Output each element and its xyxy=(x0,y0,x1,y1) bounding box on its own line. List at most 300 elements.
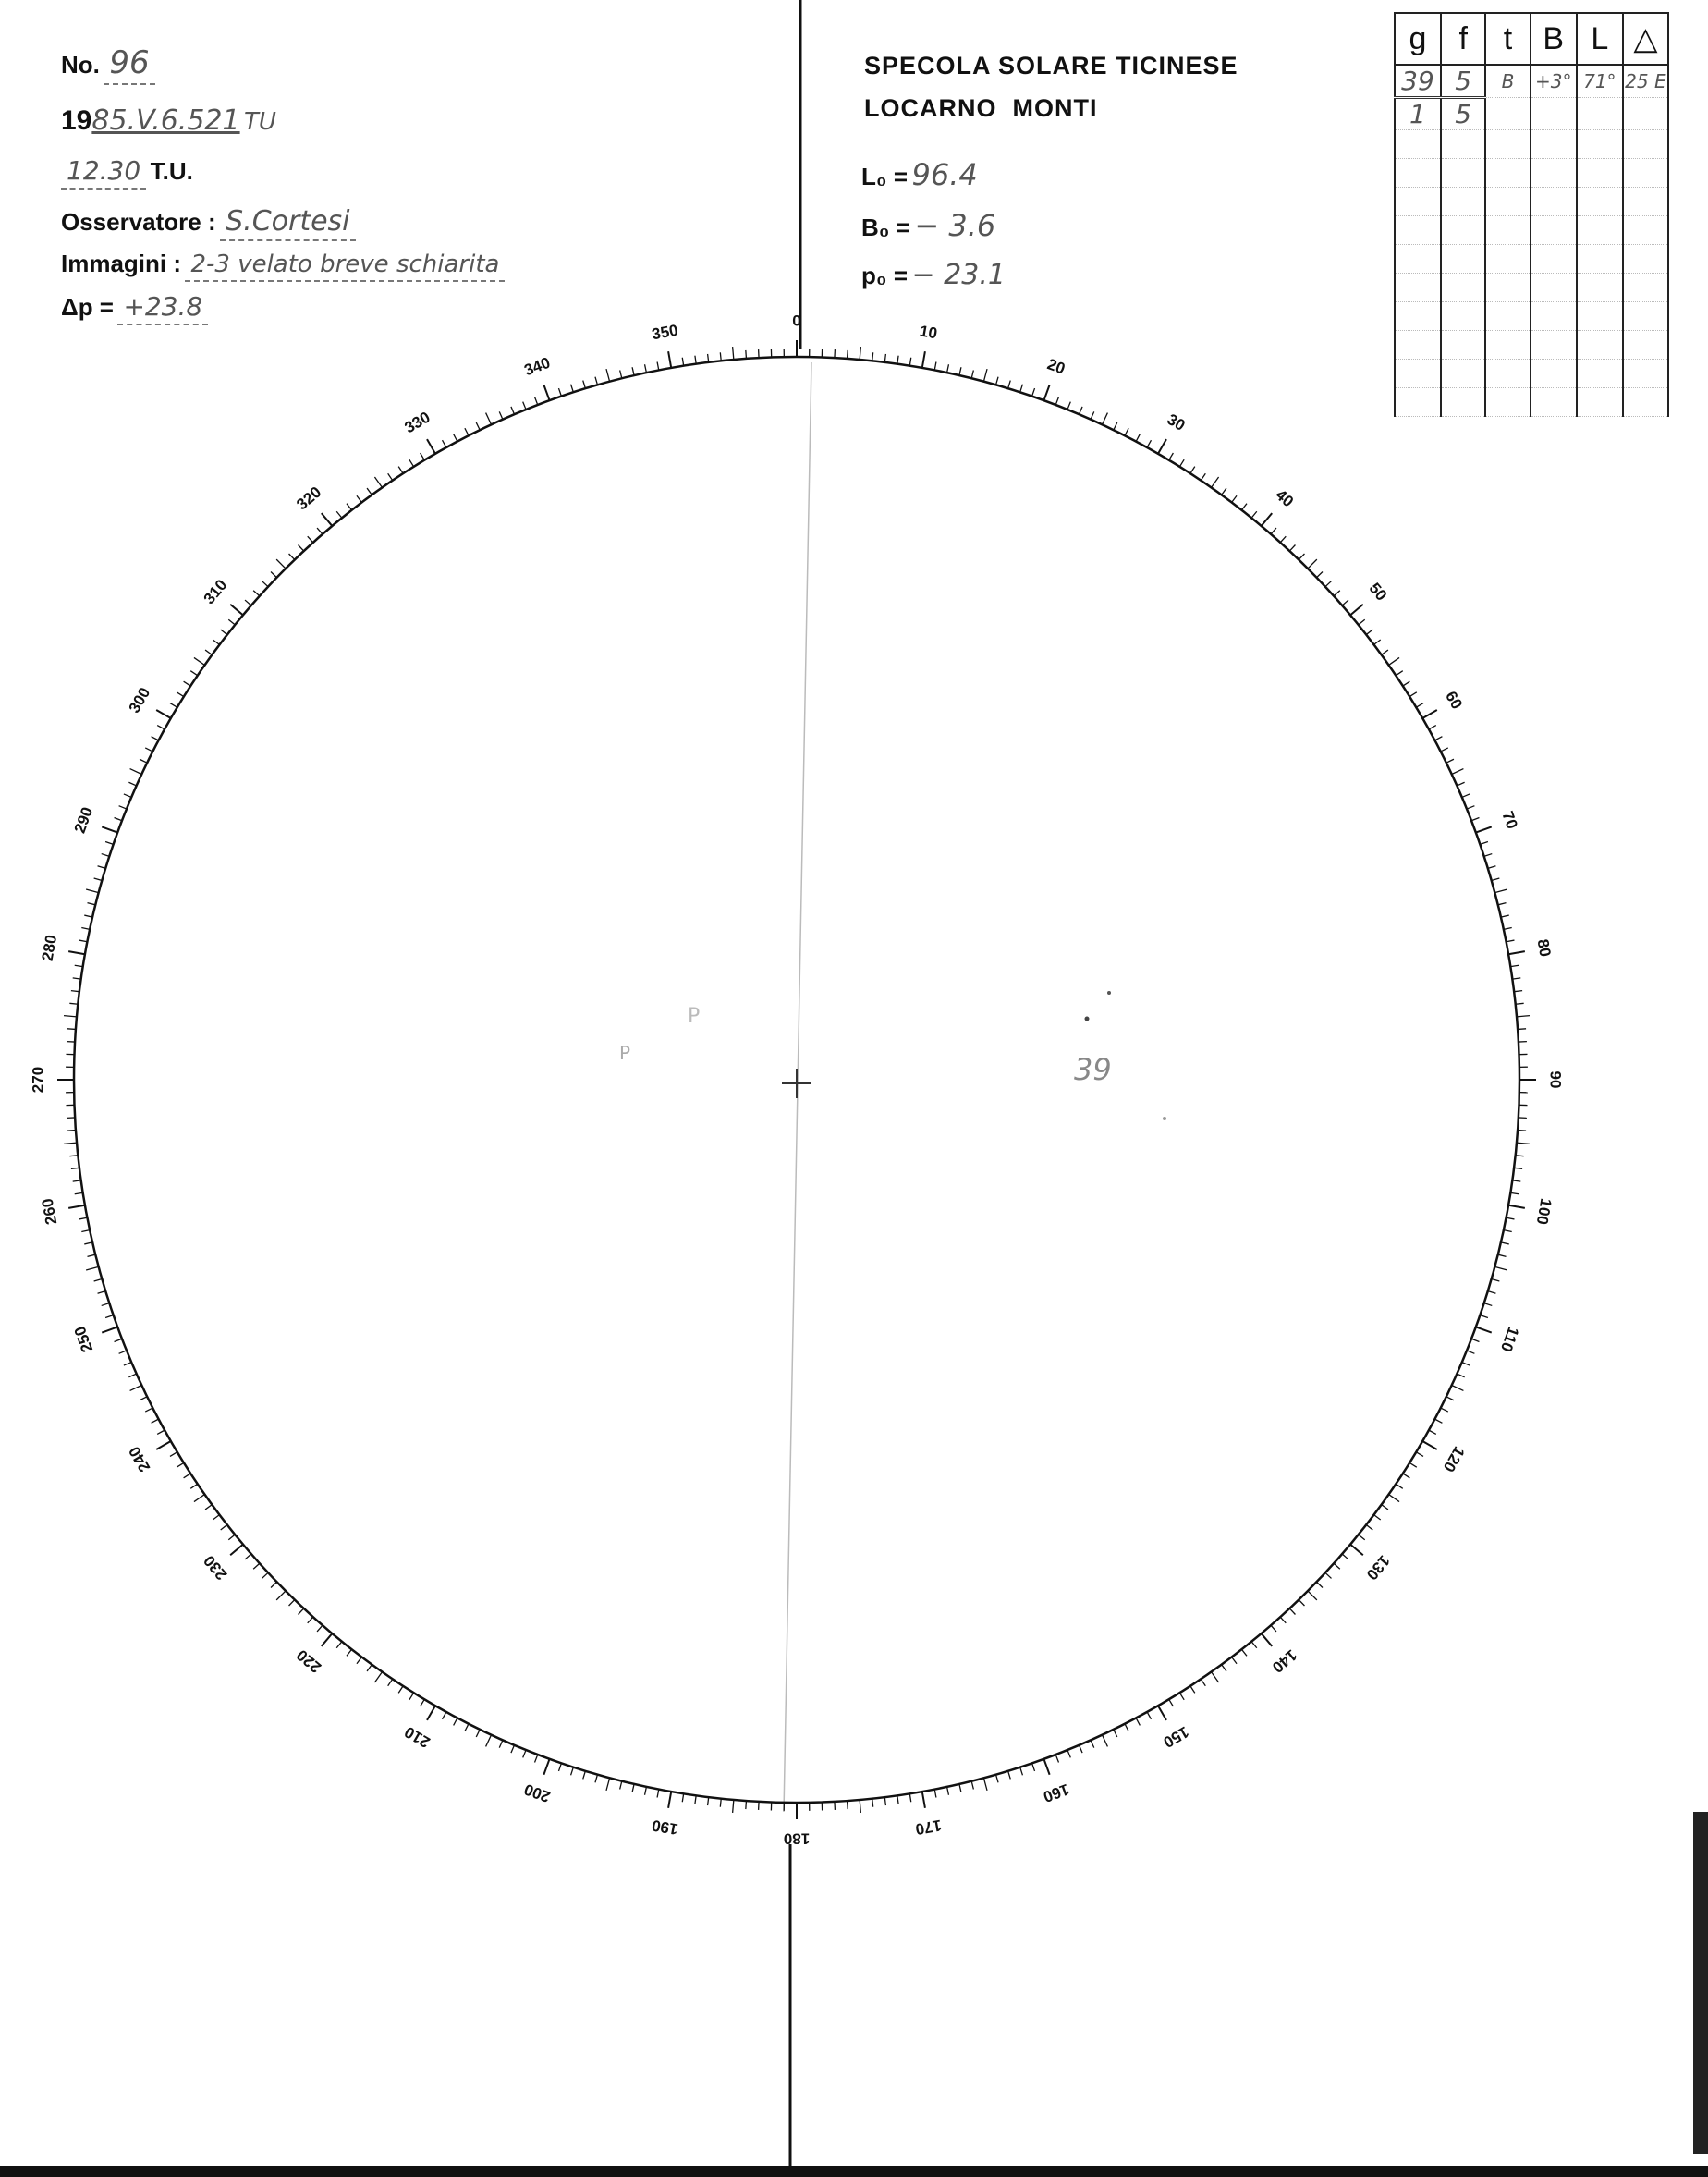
table-header: L xyxy=(1577,13,1623,65)
p0-label: p₀ = xyxy=(861,262,909,289)
degree-tick xyxy=(1317,572,1323,578)
degree-tick xyxy=(190,1484,197,1488)
degree-tick xyxy=(746,350,747,359)
degree-tick xyxy=(1501,915,1509,917)
degree-tick xyxy=(317,1625,323,1632)
degree-tick xyxy=(81,928,90,930)
degree-tick xyxy=(1359,1535,1365,1540)
degree-label: 270 xyxy=(29,1066,47,1094)
degree-tick xyxy=(262,1572,268,1578)
degree-tick xyxy=(959,1784,961,1792)
degree-tick xyxy=(1241,504,1247,510)
degree-label: 130 xyxy=(1362,1551,1394,1584)
degree-label: 310 xyxy=(200,576,231,608)
degree-label: 260 xyxy=(38,1196,61,1227)
degree-tick xyxy=(1494,889,1507,893)
degree-label: 280 xyxy=(38,933,61,963)
degree-tick xyxy=(75,965,83,966)
degree-tick xyxy=(194,657,204,665)
degree-tick xyxy=(1280,1617,1286,1623)
degree-tick xyxy=(336,511,342,518)
degree-tick xyxy=(511,407,515,414)
degree-tick xyxy=(1403,1474,1410,1478)
degree-tick xyxy=(1471,1339,1479,1341)
degree-tick xyxy=(1091,411,1094,419)
degree-tick xyxy=(1512,1180,1520,1181)
degree-tick xyxy=(145,1408,152,1412)
degree-tick xyxy=(1308,559,1317,569)
degree-tick xyxy=(102,1327,117,1332)
degree-tick xyxy=(1158,1706,1166,1720)
degree-tick xyxy=(983,369,987,382)
table-header: g xyxy=(1395,13,1441,65)
degree-tick xyxy=(443,1712,446,1719)
degree-tick xyxy=(1434,1419,1442,1423)
degree-tick xyxy=(409,459,414,467)
table-cell: 1 xyxy=(1395,98,1441,130)
degree-tick xyxy=(1396,671,1402,676)
degree-tick xyxy=(1508,1205,1525,1208)
degree-tick xyxy=(645,1787,647,1795)
degree-tick xyxy=(1136,1718,1140,1725)
degree-tick xyxy=(84,915,92,917)
degree-tick xyxy=(499,1740,503,1747)
table-header: t xyxy=(1485,13,1530,65)
degree-tick xyxy=(1498,903,1507,905)
degree-tick xyxy=(68,1205,85,1208)
degree-tick xyxy=(1409,1462,1417,1467)
degree-label: 210 xyxy=(401,1722,433,1752)
degree-tick xyxy=(1350,1545,1363,1556)
degree-tick xyxy=(156,1441,171,1449)
degree-tick xyxy=(1498,1254,1507,1256)
degree-tick xyxy=(145,748,152,752)
degree-tick xyxy=(409,1693,414,1700)
degree-tick xyxy=(1501,1242,1509,1244)
degree-tick xyxy=(1446,759,1454,763)
degree-tick xyxy=(1212,1672,1219,1682)
degree-tick xyxy=(934,1790,936,1798)
degree-tick xyxy=(1366,1524,1372,1530)
degree-label: 240 xyxy=(125,1443,154,1475)
degree-tick xyxy=(245,1554,251,1559)
degree-tick xyxy=(1462,794,1470,798)
degree-tick xyxy=(1476,826,1492,832)
degree-tick xyxy=(289,1600,295,1606)
table-cell: 5 xyxy=(1441,98,1486,130)
degree-tick xyxy=(105,841,114,844)
degree-label: 60 xyxy=(1442,688,1466,713)
degree-tick xyxy=(271,572,276,578)
degree-tick xyxy=(427,439,435,454)
degree-tick xyxy=(1403,681,1410,686)
degree-tick xyxy=(1409,692,1417,697)
degree-tick xyxy=(1471,818,1479,821)
degree-tick xyxy=(94,1279,103,1281)
degree-tick xyxy=(1008,381,1011,389)
degree-label: 120 xyxy=(1439,1443,1469,1475)
degree-tick xyxy=(443,440,446,447)
degree-tick xyxy=(124,794,131,798)
degree-tick xyxy=(620,1781,622,1790)
degree-tick xyxy=(194,1495,204,1502)
degree-tick xyxy=(486,413,492,425)
degree-tick xyxy=(971,1781,973,1790)
time-label: T.U. xyxy=(150,157,193,185)
degree-tick xyxy=(140,759,147,763)
degree-tick xyxy=(152,737,159,740)
degree-tick xyxy=(87,903,95,905)
degree-tick xyxy=(1416,703,1423,708)
degree-tick xyxy=(1222,488,1226,495)
degree-tick xyxy=(1289,1608,1295,1615)
degree-tick xyxy=(322,513,333,526)
degree-tick xyxy=(1422,710,1437,718)
degree-tick xyxy=(1169,1699,1174,1706)
degree-tick xyxy=(1020,1767,1023,1776)
degree-tick xyxy=(374,1672,382,1682)
table-header: △ xyxy=(1623,13,1668,65)
degree-tick xyxy=(388,473,393,480)
degree-tick xyxy=(115,1339,122,1341)
degree-tick xyxy=(87,1254,95,1256)
L0-value: 96.4 xyxy=(911,157,978,192)
sunspot-dot xyxy=(1085,1017,1090,1021)
degree-tick xyxy=(1125,1724,1128,1731)
degree-label: 190 xyxy=(650,1816,680,1839)
degree-tick xyxy=(1299,554,1304,559)
degree-tick xyxy=(558,1763,561,1771)
degree-tick xyxy=(1429,1430,1436,1434)
degree-label: 230 xyxy=(200,1551,231,1584)
degree-tick xyxy=(1446,1397,1454,1400)
degree-tick xyxy=(205,1505,212,1510)
scan-edge-bottom xyxy=(0,2166,1708,2177)
degree-tick xyxy=(367,1665,372,1671)
degree-tick xyxy=(1517,1016,1530,1017)
degree-tick xyxy=(668,351,671,368)
degree-tick xyxy=(1396,1484,1402,1488)
degree-tick xyxy=(64,1143,77,1144)
degree-tick xyxy=(115,818,122,821)
degree-tick xyxy=(523,402,526,410)
degree-tick xyxy=(1179,459,1184,467)
degree-tick xyxy=(682,1793,683,1802)
degree-label: 10 xyxy=(918,322,939,343)
degree-tick xyxy=(1020,385,1023,393)
degree-tick xyxy=(398,467,403,474)
degree-tick xyxy=(1366,630,1372,635)
degree-tick xyxy=(1102,1735,1107,1747)
degree-tick xyxy=(1514,991,1522,992)
degree-tick xyxy=(872,352,873,361)
degree-tick xyxy=(1342,600,1348,605)
degree-tick xyxy=(1504,1230,1512,1232)
degree-tick xyxy=(1512,978,1520,979)
degree-tick xyxy=(73,978,81,979)
table-header: f xyxy=(1441,13,1486,65)
degree-tick xyxy=(1251,1642,1257,1648)
faint-mark: P xyxy=(688,1005,701,1028)
degree-tick xyxy=(184,681,191,686)
degree-tick xyxy=(128,1374,136,1377)
degree-tick xyxy=(336,1642,342,1648)
degree-tick xyxy=(909,1793,910,1802)
table-cell: B xyxy=(1485,65,1530,98)
degree-tick xyxy=(68,951,85,954)
degree-tick xyxy=(221,1524,227,1530)
degree-tick xyxy=(1241,1649,1247,1656)
degree-tick xyxy=(511,1745,515,1753)
degree-tick xyxy=(1416,1452,1423,1457)
p0-value: − 23.1 xyxy=(911,259,1006,291)
degree-tick xyxy=(733,347,734,360)
degree-tick xyxy=(1429,726,1436,729)
degree-tick xyxy=(1382,650,1388,654)
degree-tick xyxy=(1201,1679,1205,1685)
degree-tick xyxy=(308,1617,313,1623)
observer-label: Osservatore : xyxy=(61,208,216,236)
degree-tick xyxy=(152,1419,159,1423)
degree-tick xyxy=(1271,528,1276,534)
degree-tick xyxy=(1510,1192,1519,1193)
degree-tick xyxy=(190,671,197,676)
degree-tick xyxy=(1467,1351,1474,1353)
degree-tick xyxy=(708,1797,709,1805)
degree-tick xyxy=(421,1699,425,1706)
degree-tick xyxy=(1484,1303,1493,1306)
degree-tick xyxy=(228,1535,235,1540)
degree-tick xyxy=(1452,1385,1464,1390)
degree-tick xyxy=(1488,866,1496,869)
degree-tick xyxy=(1441,748,1448,752)
table-cell: 71° xyxy=(1577,65,1623,98)
degree-tick xyxy=(571,385,574,393)
degree-tick xyxy=(1043,1759,1049,1775)
center-marker xyxy=(782,1069,811,1098)
degree-tick xyxy=(1517,1143,1530,1144)
degree-label: 290 xyxy=(70,804,97,836)
degree-tick xyxy=(102,826,117,832)
degree-tick xyxy=(947,364,949,373)
degree-tick xyxy=(124,1363,131,1366)
degree-tick xyxy=(583,1771,586,1780)
degree-tick xyxy=(1342,1554,1348,1559)
degree-tick xyxy=(94,878,103,880)
degree-tick xyxy=(156,710,171,718)
degree-tick xyxy=(317,528,323,534)
degree-tick xyxy=(934,362,936,371)
degree-tick xyxy=(645,364,647,373)
degree-tick xyxy=(1158,439,1166,454)
degree-tick xyxy=(1492,878,1500,880)
degree-tick xyxy=(128,782,136,786)
degree-tick xyxy=(1374,640,1381,644)
degree-tick xyxy=(289,554,295,559)
degree-tick xyxy=(1262,513,1273,526)
degree-tick xyxy=(1504,928,1512,930)
degree-tick xyxy=(347,1649,352,1656)
degree-tick xyxy=(105,1315,114,1318)
degree-tick xyxy=(1114,422,1117,430)
degree-tick xyxy=(130,1385,142,1390)
degree-label: 330 xyxy=(401,408,433,437)
institute-name: SPECOLA SOLARE TICINESE xyxy=(864,52,1238,79)
degree-tick xyxy=(1032,1763,1035,1771)
table-cell: 39 xyxy=(1395,65,1441,98)
degree-tick xyxy=(668,1792,671,1808)
degree-label: 250 xyxy=(70,1324,97,1355)
degree-tick xyxy=(398,1686,403,1694)
degree-tick xyxy=(595,1775,597,1783)
degree-tick xyxy=(299,544,304,551)
degree-tick xyxy=(1480,1315,1488,1318)
degree-tick xyxy=(1136,434,1140,442)
degree-tick xyxy=(98,1291,106,1294)
degree-tick xyxy=(276,559,286,569)
degree-tick xyxy=(632,1784,634,1792)
degree-tick xyxy=(177,1462,184,1467)
degree-tick xyxy=(543,385,549,400)
institute-location: LOCARNO MONTI xyxy=(864,94,1098,122)
degree-tick xyxy=(140,1397,147,1400)
degree-tick xyxy=(1334,591,1340,596)
degree-tick xyxy=(1102,413,1107,425)
degree-tick xyxy=(253,1563,260,1569)
degree-tick xyxy=(299,1608,304,1615)
degree-tick xyxy=(86,889,99,893)
degree-tick xyxy=(1457,782,1464,786)
degree-tick xyxy=(1201,473,1205,480)
degree-tick xyxy=(177,692,184,697)
degree-tick xyxy=(543,1759,549,1775)
degree-tick xyxy=(388,1679,393,1685)
degree-tick xyxy=(746,1801,747,1809)
degree-tick xyxy=(1325,581,1332,587)
date-handwritten: 85.V.6.521 xyxy=(92,104,240,137)
degree-tick xyxy=(322,1633,333,1646)
degree-tick xyxy=(1262,1633,1273,1646)
degree-tick xyxy=(1508,951,1525,954)
degree-label: 180 xyxy=(783,1829,811,1848)
degree-label: 220 xyxy=(293,1645,325,1677)
degree-label: 150 xyxy=(1160,1722,1192,1752)
degree-tick xyxy=(922,1792,925,1808)
degree-tick xyxy=(657,362,659,371)
images-value: 2-3 velato breve schiarita xyxy=(185,251,505,282)
degree-tick xyxy=(1325,1572,1332,1578)
degree-tick xyxy=(971,370,973,378)
degree-tick xyxy=(1452,769,1464,775)
degree-tick xyxy=(606,369,610,382)
degree-tick xyxy=(1374,1515,1381,1520)
degree-tick xyxy=(157,1430,165,1434)
degree-tick xyxy=(1251,511,1257,518)
degree-tick xyxy=(1317,1582,1323,1587)
degree-tick xyxy=(1179,1693,1184,1700)
degree-tick xyxy=(1434,737,1442,740)
degree-tick xyxy=(558,388,561,397)
degree-tick xyxy=(221,630,227,635)
degree-tick xyxy=(98,866,106,869)
degree-tick xyxy=(1212,477,1219,487)
degree-tick xyxy=(1462,1363,1470,1366)
degree-label: 300 xyxy=(125,684,154,716)
degree-tick xyxy=(1289,544,1295,551)
degree-tick xyxy=(499,411,503,419)
degree-tick xyxy=(357,495,361,502)
degree-tick xyxy=(733,1800,734,1813)
degree-tick xyxy=(1488,1291,1496,1294)
degree-tick xyxy=(632,367,634,375)
degree-tick xyxy=(1308,1591,1317,1600)
degree-tick xyxy=(421,453,425,460)
degree-tick xyxy=(130,769,142,775)
degree-tick xyxy=(595,377,597,385)
degree-tick xyxy=(1492,1279,1500,1281)
degree-tick xyxy=(983,1778,987,1791)
degree-tick xyxy=(347,504,352,510)
degree-tick xyxy=(262,581,268,587)
degree-tick xyxy=(606,1778,610,1791)
degree-tick xyxy=(1043,385,1049,400)
table-header: B xyxy=(1531,13,1577,65)
degree-label: 110 xyxy=(1496,1324,1523,1354)
degree-tick xyxy=(1350,605,1363,616)
degree-tick xyxy=(86,1266,99,1270)
degree-tick xyxy=(535,1755,538,1762)
degree-tick xyxy=(213,640,219,644)
degree-tick xyxy=(213,1515,219,1520)
degree-tick xyxy=(119,806,127,809)
degree-label: 20 xyxy=(1044,355,1068,378)
degree-tick xyxy=(1068,402,1070,410)
degree-tick xyxy=(1494,1266,1507,1270)
degree-tick xyxy=(73,1180,81,1181)
degree-tick xyxy=(276,1591,286,1600)
degree-tick xyxy=(476,422,480,430)
number-value: 96 xyxy=(104,44,154,85)
degree-tick xyxy=(75,1192,83,1193)
degree-tick xyxy=(308,536,313,543)
degree-tick xyxy=(1232,1657,1237,1664)
degree-tick xyxy=(79,1217,88,1219)
degree-tick xyxy=(1068,1750,1070,1757)
degree-tick xyxy=(708,354,709,362)
degree-tick xyxy=(1476,1327,1492,1332)
degree-tick xyxy=(1008,1771,1011,1780)
degree-label: 170 xyxy=(913,1816,944,1839)
degree-tick xyxy=(69,1003,78,1004)
degree-tick xyxy=(1484,854,1493,857)
degree-tick xyxy=(1359,619,1365,625)
degree-tick xyxy=(1280,536,1286,543)
sunspot-dot xyxy=(1163,1117,1166,1120)
degree-label: 40 xyxy=(1272,485,1298,511)
date-suffix: TU xyxy=(244,108,276,136)
degree-tick xyxy=(1080,1745,1083,1753)
degree-tick xyxy=(523,1750,526,1757)
degree-tick xyxy=(1467,806,1474,809)
degree-tick xyxy=(84,1242,92,1244)
degree-tick xyxy=(1389,657,1399,665)
degree-tick xyxy=(1169,453,1174,460)
degree-tick xyxy=(230,605,243,616)
images-label: Immagini : xyxy=(61,250,182,277)
degree-tick xyxy=(119,1351,127,1353)
degree-label: 340 xyxy=(521,353,553,380)
degree-tick xyxy=(583,381,586,389)
